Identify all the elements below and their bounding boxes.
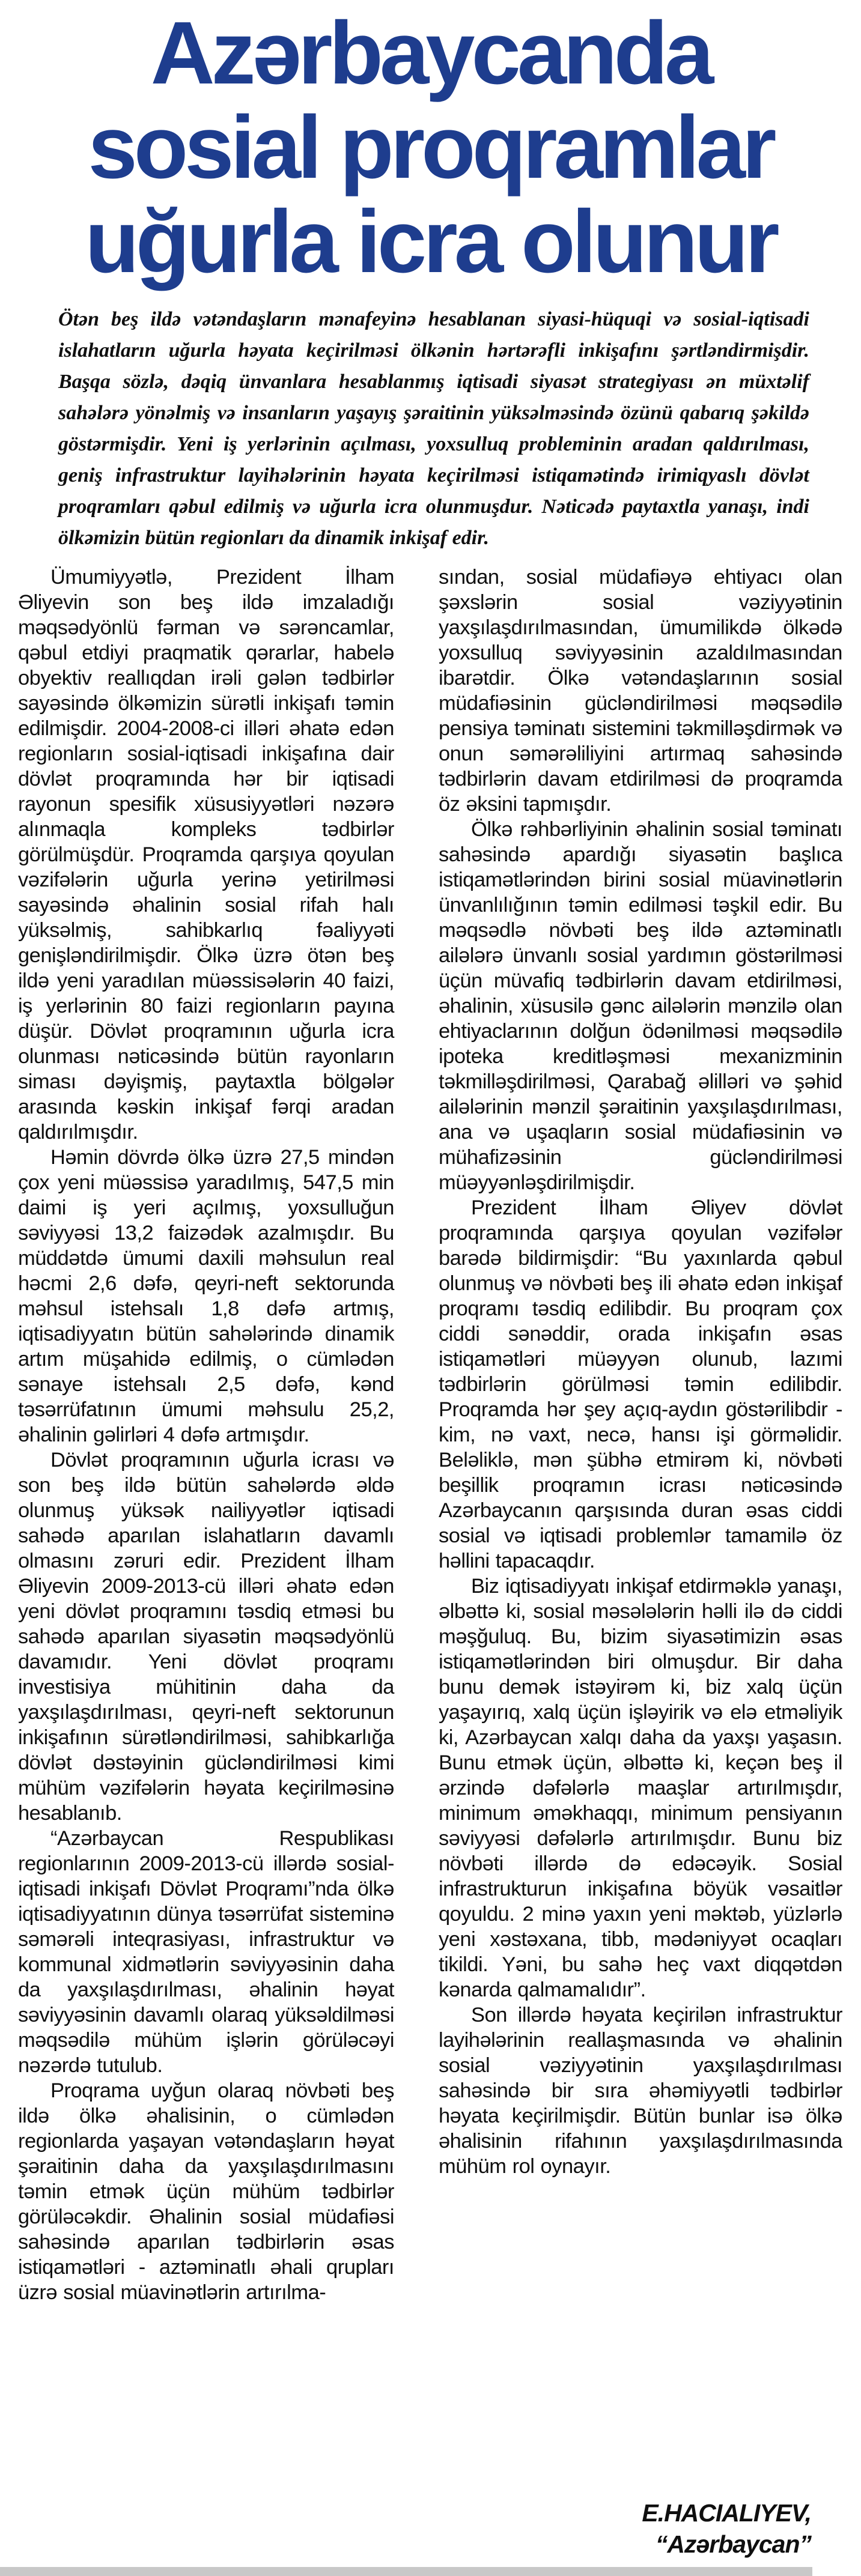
article-title-line-2: sosial proqramlar	[88, 98, 773, 197]
article-column-right	[439, 565, 842, 2179]
article-lead: Ötən beş ildə vətəndaşların mənafeyinə hesablanan siyasi-hüquqi və sosial-iqtisadi islahatların uğurla həyata keçirilməsi ölkənin hərtərəfli inkişafını şərtləndirmişdir. Başqa sözlə, dəqiq ünvanlara hesablanmış iqtisadi siyasət strategiyası ən müxtəlif sahələrə yönəlmiş və insanların yaşayış şəraitinin yüksəlməsində özünü qabarıq şəkildə göstərmişdir. Yeni iş yerlərinin açılması, yoxsulluq probleminin aradan qaldırılması, geniş infrastruktur layihələrinin həyata keçirilməsi istiqamətində irimiqyaslı dövlət proqramları qəbul edilmiş və uğurla icra olunmuşdur. Nəticədə paytaxtla yanaşı, indi ölkəmizin bütün regionları da dinamik inkişaf edir.	[58, 308, 809, 549]
article-title-line-3: uğurla icra olunur	[85, 192, 776, 291]
paragraph: Həmin dövrdə ölkə üzrə 27,5 mindən çox yeni müəssisə yaradılmış, 547,5 min daimi iş yeri açılmış, yoxsulluğun səviyyəsi 13,2 faizədək azalmışdır. Bu müddətdə ümumi daxili məhsulun real həcmi 2,6 dəfə, qeyri-neft sektorunda məhsul istehsalı 1,8 dəfə artmış, iqtisadiyyatın bütün sahələrində dinamik artım müşahidə edilmiş, o cümlədən sənaye istehsalı 2,5 dəfə, kənd təsərrüfatının ümumi məhsulu 25,2, əhalinin gəlirləri 4 dəfə artmışdır.	[18, 1146, 394, 1446]
paragraph: “Azərbaycan Respublikası regionlarının 2009-2013-cü illərdə sosial-iqtisadi inkişafı Dövlət Proqramı”nda ölkə iqtisadiyyatının dünya təsərrüfat sisteminə səmərəli inteqrasiyası, infrastruktur və kommunal xidmətlərin səviyyəsinin daha da yaxşılaşdırılması, əhalinin həyat səviyyəsinin davamlı olaraq yüksəldilməsi məqsədilə mühüm işlərin görüləcəyi nəzərdə tutulub.	[18, 1827, 394, 2077]
article-signature	[439, 2497, 811, 2560]
article-title-line-1: Azərbaycanda	[150, 4, 711, 103]
paragraph: Dövlət proqramının uğurla icrası və son beş ildə bütün sahələrdə əldə olunmuş yüksək nailiyyətlər iqtisadi sahədə aparılan islahatların davamlı olmasını zəruri edir. Prezident İlham Əliyevin 2009-2013-cü illəri əhatə edən yeni dövlət proqramını təsdiq etməsi bu sahədə aparılan siyasətin məqsədyönlü davamıdır. Yeni dövlət proqramı investisiya mühitinin daha da yaxşılaşdırılması, qeyri-neft sektorunun inkişafının sürətləndirilməsi, sahibkarlığa dövlət dəstəyinin gücləndirilməsi kimi mühüm vəzifələrin həyata keçirilməsinə hesablanıb.	[18, 1449, 394, 1825]
paragraph: Prezident İlham Əliyev dövlət proqramında qarşıya qoyulan vəzifələr barədə bildirmişdir: “Bu yaxınlarda qəbul olunmuş və növbəti beş ili əhatə edən inkişaf proqramı təsdiq edilibdir. Bu proqram çox ciddi sənəddir, orada inkişafın əsas istiqamətləri müəyyən olunub, lazımi tədbirlərin görülməsi təmin edilibdir. Proqramda hər şey açıq-aydın göstərilibdir - kim, nə vaxt, necə, hansı işi görməlidir. Beləliklə, mən şübhə etmirəm ki, növbəti beşillik proqramın icrası nəticəsində Azərbaycanın qarşısında duran əsas ciddi sosial və iqtisadi problemlər tamamilə öz həllini tapacaqdır.	[439, 1196, 842, 1572]
paragraph: Ümumiyyətlə, Prezident İlham Əliyevin son beş ildə imzaladığı məqsədyönlü fərman və sərəncamlar, qəbul etdiyi praqmatik qərarlar, habelə obyektiv reallıqdan irəli gələn tədbirlər sayəsində ölkəmizin sürətli inkişafı təmin edilmişdir. 2004-2008-ci illəri əhatə edən regionların sosial-iqtisadi inkişafına dair dövlət proqramında hər bir iqtisadi rayonun spesifik xüsusiyyətləri nəzərə alınmaqla kompleks tədbirlər görülmüşdür. Proqramda qarşıya qoyulan vəzifələrin uğurla yerinə yetirilməsi sayəsində əhalinin sosial rifah halı yüksəlmiş, sahibkarlıq fəaliyyəti genişləndirilmişdir. Ölkə üzrə ötən beş ildə yeni yaradılan müəssisələrin 40 faizi, iş yerlərinin 80 faizi regionların payına düşür. Dövlət proqramının uğurla icra olunması nəticəsində bütün rayonların siması dəyişmiş, paytaxtla bölgələr arasında kəskin inkişaf fərqi aradan qaldırılmışdır.	[18, 566, 394, 1144]
paragraph: Biz iqtisadiyyatı inkişaf etdirməklə yanaşı, əlbəttə ki, sosial məsələlərin həlli ilə də ciddi məşğuluq. Bu, bizim siyasətimizin əsas istiqamətlərindən biri olmuşdur. Bir daha bunu demək istəyirəm ki, biz xalq üçün yaşayırıq, xalq üçün işləyirik və elə etməliyik ki, Azərbaycan xalqı daha da yaxşı yaşasın. Bunu etmək üçün, əlbəttə ki, keçən beş il ərzində dəfələrlə maaşlar artırılmışdır, minimum əməkhaqqı, minimum pensiyanın səviyyəsi dəfələrlə artırılmışdır. Bunu biz növbəti illərdə də edəcəyik. Sosial infrastrukturun inkişafına böyük vəsaitlər qoyuldu. 2 minə yaxın yeni məktəb, yüzlərlə yeni xəstəxana, tibb, mədəniyyət ocaqları tikildi. Yəni, bu sahə heç vaxt diqqətdən kənarda qalmamalıdır”.	[439, 1575, 842, 2001]
signature-author: E.HACIALIYEV,	[642, 2499, 811, 2527]
paragraph: Son illərdə həyata keçirilən infrastruktur layihələrinin reallaşmasında və əhalinin sosial vəziyyətinin yaxşılaşdırılması sahəsində bir sıra əhəmiyyətli tədbirlər həyata keçirilmişdir. Bütün bunlar isə ölkə əhalisinin rifahının yaxşılaşdırılmasında mühüm rol oynayır.	[439, 2004, 842, 2178]
paragraph: sından, sosial müdafiəyə ehtiyacı olan şəxslərin sosial vəziyyətinin yaxşılaşdırılmasından, ümumilikdə ölkədə yoxsulluq səviyyəsinin azaldılmasından ibarətdir. Ölkə vətəndaşlarının sosial müdafiəsinin gücləndirilməsi məqsədilə pensiya təminatı sistemini təkmilləşdirmək və onun səmərəliliyini artırmaq sahəsində tədbirlərin davam etdirilməsi də proqramda öz əksini tapmışdır.	[439, 566, 842, 816]
signature-source: “Azərbaycan”	[655, 2530, 811, 2558]
article-column-left	[18, 565, 394, 2305]
paragraph: Proqrama uyğun olaraq növbəti beş ildə ölkə əhalisinin, o cümlədən regionlarda yaşayan vətəndaşların həyat şəraitinin daha da yaxşılaşdırılmasını təmin etmək üçün mühüm tədbirlər görüləcəkdir. Əhalinin sosial müdafiəsi sahəsində aparılan tədbirlərin əsas istiqamətləri - aztəminatlı əhali qrupları üzrə sosial müavinətlərin artırılma-	[18, 2079, 394, 2304]
article-title	[0, 6, 861, 289]
bottom-divider-bar	[0, 2567, 812, 2576]
paragraph: Ölkə rəhbərliyinin əhalinin sosial təminatı sahəsində apardığı siyasətin başlıca istiqamətlərindən birini sosial müavinətlərin ünvanlılığının təmin edilməsi təşkil edir. Bu məqsədlə növbəti beş ildə aztəminatlı ailələrə ünvanlı sosial yardımın göstərilməsi üçün müvafiq tədbirlərin davam etdirilməsi, əhalinin, xüsusilə gənc ailələrin mənzilə olan ehtiyaclarının dolğun ödənilməsi məqsədilə ipoteka kreditləşməsi mexanizminin təkmilləşdirilməsi, Qarabağ əlilləri və şəhid ailələrinin mənzil şəraitinin yaxşılaşdırılması, ana və uşaqların sosial müdafiəsinin və mühafizəsinin gücləndirilməsi müəyyənləşdirilmişdir.	[439, 818, 842, 1194]
